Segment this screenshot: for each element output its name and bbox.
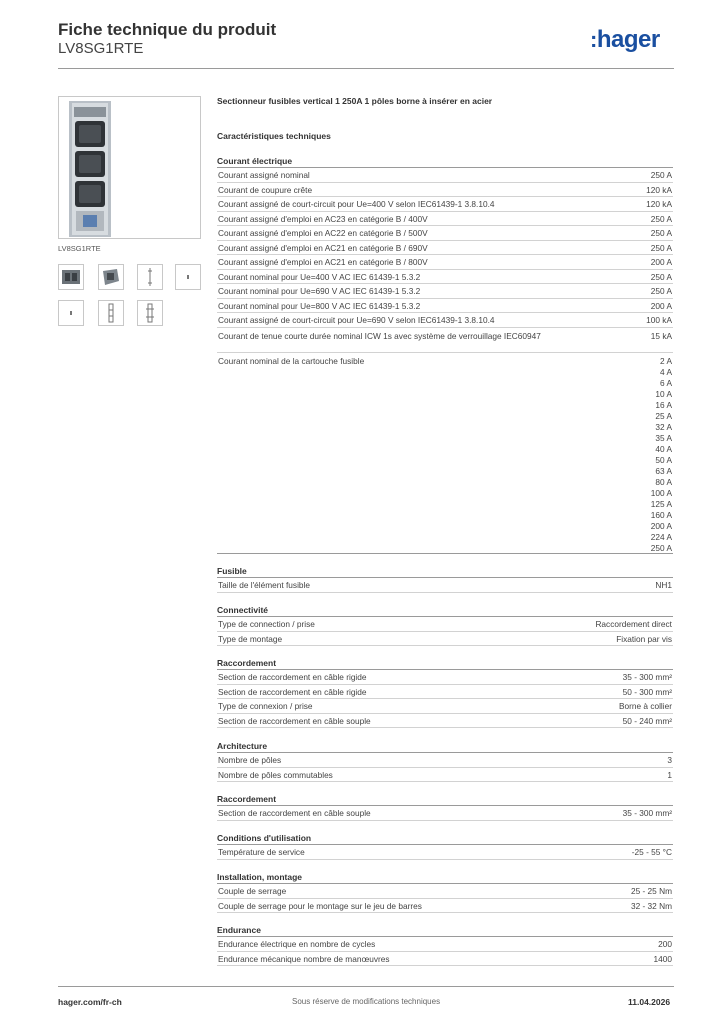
- spec-row: [217, 617, 673, 632]
- spec-value: 250 A: [650, 170, 672, 180]
- spec-row: [217, 197, 673, 212]
- spec-label: Taille de l'élément fusible: [218, 580, 310, 590]
- section-title-raccordement-2: Raccordement: [217, 793, 673, 806]
- product-reference: LV8SG1RTE: [58, 40, 144, 57]
- spec-value: 224 A: [650, 532, 672, 542]
- spec-row: [217, 270, 673, 285]
- spec-row: [217, 845, 673, 860]
- spec-value: 25 - 25 Nm: [630, 886, 672, 896]
- spec-row: [217, 806, 673, 821]
- spec-label: Endurance mécanique nombre de manœuvres: [218, 953, 390, 964]
- spec-label: Courant nominal pour Ue=690 V AC IEC 61439-1 5.3.2: [218, 286, 421, 296]
- spec-value: 50 - 300 mm²: [622, 686, 672, 697]
- product-description: Sectionneur fusibles vertical 1 250A 1 pôles borne à insérer en acier: [217, 96, 493, 106]
- spec-value: NH1: [655, 580, 672, 590]
- spec-value: 250 A: [650, 242, 672, 253]
- spec-value: 32 - 32 Nm: [630, 900, 672, 911]
- spec-value: 2 A: [660, 356, 672, 366]
- spec-label: Couple de serrage pour le montage sur le jeu de barres: [218, 900, 422, 911]
- spec-value: 16 A: [655, 400, 672, 410]
- spec-row: [217, 937, 673, 952]
- thumbnail-4[interactable]: [175, 264, 201, 290]
- spec-value: 250 A: [650, 543, 672, 553]
- spec-value: 80 A: [655, 477, 672, 487]
- thumbnail-5[interactable]: [58, 300, 84, 326]
- spec-value: 200 A: [650, 257, 672, 267]
- section-title-raccordement: Raccordement: [217, 657, 673, 670]
- spec-row: [217, 241, 673, 256]
- spec-value: 4 A: [660, 367, 672, 377]
- footer-website-link[interactable]: hager.com/fr-ch: [58, 997, 122, 1007]
- spec-label: Courant assigné d'emploi en AC21 en catégorie B / 800V: [218, 257, 428, 267]
- spec-row: [217, 632, 673, 647]
- spec-value: 160 A: [650, 510, 672, 520]
- spec-row: [217, 299, 673, 314]
- spec-label: Courant nominal de la cartouche fusible: [218, 356, 365, 366]
- spec-row: [217, 884, 673, 899]
- spec-label: Température de service: [218, 847, 305, 857]
- spec-row: [217, 670, 673, 685]
- page-title: Fiche technique du produit: [58, 20, 277, 39]
- section-title-conditions: Conditions d'utilisation: [217, 832, 673, 845]
- characteristics-heading: Caractéristiques techniques: [217, 131, 331, 141]
- spec-value: 35 - 300 mm²: [622, 808, 672, 818]
- drawing-thumb-icon: [138, 301, 162, 325]
- spec-label: Courant de tenue courte durée nominal ICW 1s avec système de verrouillage IEC60947: [218, 331, 541, 341]
- spec-row: [217, 753, 673, 768]
- spec-value: -25 - 55 °C: [631, 847, 672, 857]
- section-title-installation: Installation, montage: [217, 871, 673, 884]
- spec-label: Courant nominal pour Ue=800 V AC IEC 61439-1 5.3.2: [218, 300, 421, 311]
- spec-label: Type de connexion / prise: [218, 701, 313, 711]
- spec-value: Fixation par vis: [616, 633, 672, 644]
- cartouche-values: [651, 356, 672, 554]
- spec-label: Nombre de pôles commutables: [218, 769, 333, 780]
- spec-row: [217, 183, 673, 198]
- spec-value: 32 A: [655, 422, 672, 432]
- spec-label: Section de raccordement en câble souple: [218, 715, 371, 726]
- spec-value: 6 A: [660, 378, 672, 388]
- header-divider: [58, 68, 674, 69]
- spec-value: 250 A: [650, 228, 672, 238]
- footer-notice: Sous réserve de modifications techniques: [292, 997, 441, 1006]
- spec-value: 50 - 240 mm²: [622, 715, 672, 726]
- section-title-endurance: Endurance: [217, 924, 673, 937]
- spec-row: [217, 952, 673, 967]
- thumbnail-7[interactable]: [137, 300, 163, 326]
- spec-value: 125 A: [650, 499, 672, 509]
- thumbnail-6[interactable]: [98, 300, 124, 326]
- spec-label: Courant assigné de court-circuit pour Ue=690 V selon IEC61439-1 3.8.10.4: [218, 315, 495, 325]
- spec-row: [217, 255, 673, 270]
- spec-value: 10 A: [655, 389, 672, 399]
- spec-value: 120 kA: [646, 199, 672, 209]
- spec-row: [217, 313, 673, 328]
- spec-label: Type de montage: [218, 633, 283, 644]
- spec-label: Courant de coupure crête: [218, 184, 313, 195]
- spec-value: 3: [667, 755, 672, 765]
- spec-value: 120 kA: [646, 184, 672, 195]
- product-thumb-icon: [59, 265, 83, 289]
- spec-row: [217, 168, 673, 183]
- spec-value: 200 A: [650, 300, 672, 311]
- spec-label: Courant assigné d'emploi en AC21 en catégorie B / 690V: [218, 242, 428, 253]
- thumbnail-2[interactable]: [98, 264, 124, 290]
- spec-value: 63 A: [655, 466, 672, 476]
- spec-value: 100 A: [650, 488, 672, 498]
- product-thumb-icon: [99, 265, 123, 289]
- spec-value: 250 A: [650, 286, 672, 296]
- thumbnail-3[interactable]: [137, 264, 163, 290]
- drawing-thumb-icon: [138, 265, 162, 289]
- spec-label: Courant assigné d'emploi en AC23 en catégorie B / 400V: [218, 213, 428, 224]
- product-image-caption: LV8SG1RTE: [58, 244, 101, 253]
- spec-label: Courant assigné de court-circuit pour Ue=400 V selon IEC61439-1 3.8.10.4: [218, 199, 495, 209]
- section-title-fusible: Fusible: [217, 565, 673, 578]
- spec-value: 35 A: [655, 433, 672, 443]
- drawing-thumb-icon: [59, 301, 83, 325]
- spec-label: Section de raccordement en câble rigide: [218, 686, 367, 697]
- spec-value: 200 A: [650, 521, 672, 531]
- spec-label: Couple de serrage: [218, 886, 287, 896]
- spec-row: [217, 899, 673, 914]
- spec-row: [217, 699, 673, 714]
- spec-row: [217, 714, 673, 729]
- footer-divider: [58, 986, 674, 987]
- spec-value: 1400: [653, 953, 672, 964]
- hager-logo[interactable]: [590, 26, 660, 54]
- drawing-thumb-icon: [176, 265, 200, 289]
- spec-row: [217, 226, 673, 241]
- spec-row: [217, 330, 673, 353]
- spec-label: Type de connection / prise: [218, 619, 315, 629]
- spec-label: Section de raccordement en câble souple: [218, 808, 371, 818]
- logo-text: hager: [596, 26, 660, 53]
- section-title-courant: Courant électrique: [217, 155, 673, 168]
- spec-value: 1: [667, 769, 672, 780]
- spec-label: Courant nominal pour Ue=400 V AC IEC 61439-1 5.3.2: [218, 271, 421, 282]
- thumbnail-1[interactable]: [58, 264, 84, 290]
- logo-prefix: :: [590, 27, 597, 52]
- spec-row: [217, 768, 673, 783]
- footer-date: 11.04.2026: [628, 997, 671, 1007]
- spec-value: Raccordement direct: [595, 619, 672, 629]
- spec-row: [217, 212, 673, 227]
- fuse-switch-icon: [59, 97, 201, 239]
- spec-value: 15 kA: [650, 331, 672, 341]
- spec-row: [217, 284, 673, 299]
- drawing-thumb-icon: [99, 301, 123, 325]
- spec-label: Section de raccordement en câble rigide: [218, 672, 367, 682]
- spec-value: 25 A: [655, 411, 672, 421]
- spec-row: [217, 685, 673, 700]
- spec-value: 200: [658, 939, 672, 949]
- spec-value: Borne à collier: [618, 701, 672, 711]
- spec-value: 250 A: [650, 271, 672, 282]
- spec-label: Courant assigné nominal: [218, 170, 310, 180]
- product-image[interactable]: [58, 96, 201, 239]
- spec-value: 100 kA: [646, 315, 672, 325]
- spec-label: Courant assigné d'emploi en AC22 en catégorie B / 500V: [218, 228, 428, 238]
- spec-row-cartouche: [217, 355, 673, 554]
- spec-label: Nombre de pôles: [218, 755, 282, 765]
- spec-value: 40 A: [655, 444, 672, 454]
- section-title-connectivite: Connectivité: [217, 604, 673, 617]
- spec-label: Endurance électrique en nombre de cycles: [218, 939, 376, 949]
- spec-value: 50 A: [655, 455, 672, 465]
- spec-value: 35 - 300 mm²: [622, 672, 672, 682]
- section-title-architecture: Architecture: [217, 740, 673, 753]
- spec-row: [217, 578, 673, 593]
- spec-value: 250 A: [650, 213, 672, 224]
